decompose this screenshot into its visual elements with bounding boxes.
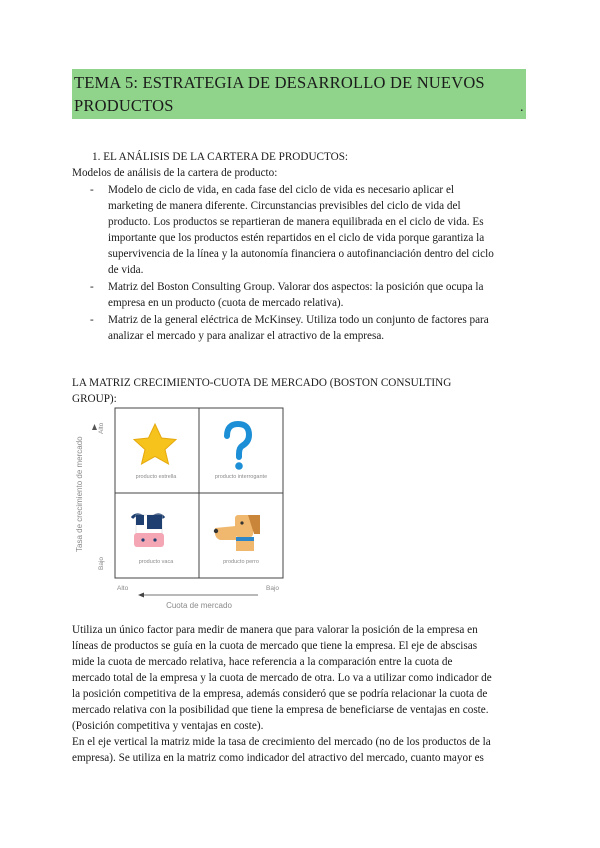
body-line: la posición competitiva de la empresa, además consideró que se podría relacionar la cuota de	[72, 688, 488, 700]
page-title-line-2: PRODUCTOS	[74, 96, 174, 115]
y-arrow-icon	[92, 424, 97, 430]
bullet-marker: -	[90, 281, 94, 293]
x-axis-label: Cuota de mercado	[166, 601, 232, 610]
section-1-heading: 1. EL ANÁLISIS DE LA CARTERA DE PRODUCTOS:	[92, 151, 349, 163]
bcg-matrix-figure	[70, 400, 295, 618]
bullet-1-line: supervivencia de la línea y la autonomía financiera o autofinanciación dentro del ciclo	[108, 248, 494, 260]
bullet-2-line: Matriz del Boston Consulting Group. Valorar dos aspectos: la posición que ocupa la	[108, 281, 484, 293]
x-low-label: Bajo	[266, 585, 280, 592]
section-1-intro: Modelos de análisis de la cartera de producto:	[72, 167, 278, 179]
body-line: mercado total de la empresa y la cuota de mercado de otra. Lo va a utilizar como indicador de	[72, 672, 492, 684]
section-2-heading-line: LA MATRIZ CRECIMIENTO-CUOTA DE MERCADO (BOSTON CONSULTING	[72, 377, 452, 389]
y-low-label: Bajo	[98, 556, 105, 570]
quadrant-question-label: producto interrogante	[214, 474, 268, 480]
section-2-heading-line: GROUP):	[72, 393, 117, 405]
bullet-1-line: de vida.	[108, 264, 144, 276]
y-axis-label: Tasa de crecimiento de mercado	[75, 436, 84, 552]
y-high-label: Alto	[98, 422, 105, 434]
bullet-1-line: marketing de manera diferente. Circunstancias previsibles del ciclo de vida del	[108, 200, 461, 212]
bullet-marker: -	[90, 184, 94, 196]
quadrant-star-label: producto estrella	[135, 474, 177, 480]
quadrant-dog-label: producto perro	[223, 559, 259, 565]
bullet-2-line: empresa en un producto (cuota de mercado relativa).	[108, 297, 344, 309]
body-line: empresa). Se utiliza en la matriz como indicador del atractivo del mercado, cuanto mayor es	[72, 752, 484, 764]
page-title-line-1: TEMA 5: ESTRATEGIA DE DESARROLLO DE NUEVOS	[74, 73, 485, 92]
body-line: líneas de productos se guía en la cuota de mercado que tiene la empresa. El eje de abscisas	[72, 640, 478, 652]
x-high-label: Alto	[117, 585, 129, 592]
body-line: mide la cuota de mercado relativa, hace referencia a la comparación entre la cuota de	[72, 656, 453, 668]
bullet-1-line: producto. Los productos se repartieran de manera equilibrada en el ciclo de vida. Es	[108, 216, 484, 228]
bullet-1-line: Modelo de ciclo de vida, en cada fase del ciclo de vida es necesario aplicar el	[108, 184, 455, 196]
body-line: Utiliza un único factor para medir de manera que para valorar la posición de la empresa en	[72, 624, 478, 636]
bullet-3-line: analizar el mercado y para analizar el atractivo de la empresa.	[108, 330, 385, 342]
cow-icon	[132, 515, 164, 547]
bullet-1-line: importante que los productos estén repartidos en el ciclo de vida porque garantiza la	[108, 232, 485, 244]
title-trailing-mark: .	[520, 100, 524, 115]
body-line: (Posición competitiva y ventajas en coste).	[72, 720, 264, 732]
quadrant-cow-label: producto vaca	[138, 559, 174, 565]
body-line: En el eje vertical la matriz mide la tasa de crecimiento del mercado (no de los productos de la	[72, 736, 491, 748]
bullet-3-line: Matriz de la general eléctrica de McKinsey. Utiliza todo un conjunto de factores para	[108, 314, 489, 326]
bullet-marker: -	[90, 314, 94, 326]
x-arrow-icon	[138, 593, 144, 598]
body-line: mercado relativa con la posibilidad que tiene la empresa de beneficiarse de ventajas en coste.	[72, 704, 489, 716]
